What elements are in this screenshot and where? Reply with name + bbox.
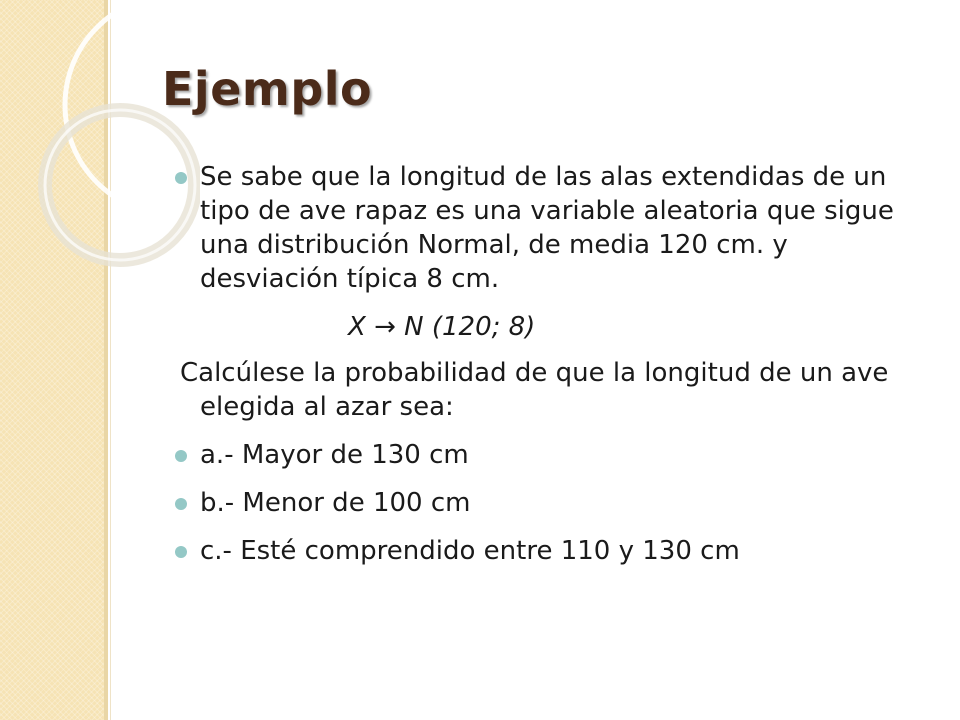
- bullet-item-b: [170, 486, 930, 520]
- bullet-dot-icon: [175, 546, 187, 558]
- item-a-text: a.- Mayor de 130 cm: [200, 440, 469, 470]
- bullet-item-a: [170, 438, 930, 472]
- distribution-formula: X → N (120; 8): [348, 312, 536, 342]
- bullet-dot-icon: [175, 172, 187, 184]
- bullet-intro: [170, 160, 930, 296]
- slide-title: Ejemplo: [162, 62, 373, 116]
- item-b-text: b.- Menor de 100 cm: [200, 488, 471, 518]
- intro-text: Se sabe que la longitud de las alas extendidas de un tipo de ave rapaz es una variable aleatoria que sigue una distribución Normal, de media 120 cm. y desviación típica 8 cm.: [200, 162, 894, 294]
- item-c-text: c.- Esté comprendido entre 110 y 130 cm: [200, 536, 740, 566]
- bullet-dot-icon: [175, 450, 187, 462]
- slide-body: [170, 160, 930, 568]
- question-text: Calcúlese la probabilidad de que la longitud de un ave elegida al azar sea:: [180, 358, 889, 422]
- bullet-item-c: [170, 534, 930, 568]
- bullet-dot-icon: [175, 498, 187, 510]
